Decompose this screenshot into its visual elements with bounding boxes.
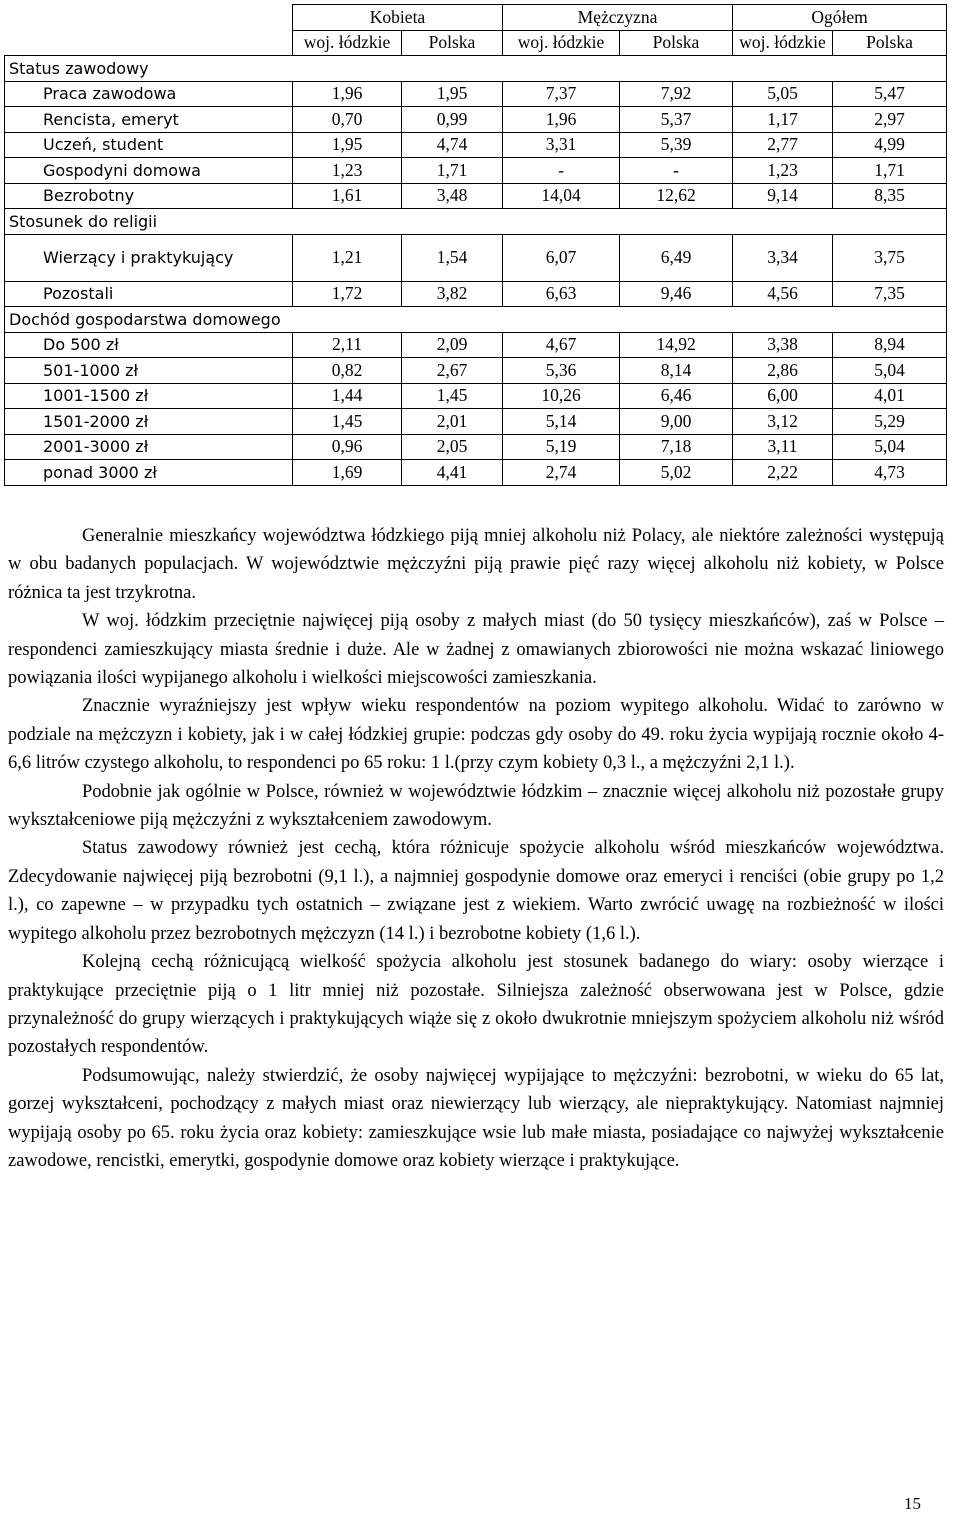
table-cell: 7,18 [620,434,733,460]
row-label: ponad 3000 zł [5,460,293,486]
table-cell: 0,82 [293,358,402,384]
table-cell: 10,26 [503,383,620,409]
table-cell: 5,47 [833,81,947,107]
table-cell: - [620,158,733,184]
table-cell: 3,31 [503,132,620,158]
section-title: Stosunek do religii [5,209,947,235]
table-cell: 2,97 [833,107,947,133]
table-cell: 3,12 [733,409,833,435]
row-label: Uczeń, student [5,132,293,158]
table-row [5,358,947,384]
body-text [8,522,944,1175]
table-cell: 1,17 [733,107,833,133]
header-row-groups [5,5,947,31]
table-cell: 2,01 [402,409,503,435]
table-row [5,383,947,409]
table-cell: 1,21 [293,234,402,281]
table-cell: 3,11 [733,434,833,460]
paragraph: Generalnie mieszkańcy województwa łódzkiego piją mniej alkoholu niż Polacy, ale niektóre zależności występują w obu badanych populacjach. W województwie mężczyźni piją prawie pięć razy więcej alkoholu niż kobiety, w Polsce różnica ta jest trzykrotna. [8,526,944,603]
table-cell: 5,39 [620,132,733,158]
region-header: woj. łódzkie [733,30,833,56]
table-cell: 1,71 [833,158,947,184]
table-cell: 0,96 [293,434,402,460]
row-label: Gospodyni domowa [5,158,293,184]
table-row [5,81,947,107]
table-cell: 2,09 [402,332,503,358]
table-cell: 4,01 [833,383,947,409]
row-label: Rencista, emeryt [5,107,293,133]
table-cell: 5,37 [620,107,733,133]
table-cell: 5,19 [503,434,620,460]
table-cell: 2,74 [503,460,620,486]
table-cell: 6,49 [620,234,733,281]
row-label: 1001-1500 zł [5,383,293,409]
table-cell: 1,71 [402,158,503,184]
table-cell: 5,05 [733,81,833,107]
table-row [5,460,947,486]
row-label: Bezrobotny [5,183,293,209]
region-header: woj. łódzkie [293,30,402,56]
table-cell: 4,41 [402,460,503,486]
group-header: Mężczyzna [503,5,733,31]
table-cell: 5,04 [833,434,947,460]
table-cell: 8,14 [620,358,733,384]
table-cell: 6,00 [733,383,833,409]
table-cell: 6,46 [620,383,733,409]
paragraph: Znacznie wyraźniejszy jest wpływ wieku respondentów na poziom wypitego alkoholu. Widać to zarówno w podziale na mężczyzn i kobiety, jak i w całej łódzkiej grupie: podczas gdy osoby do 49. roku życia wypijają rocznie około 4-6,6 litrów czystego alkoholu, to respondenci po 65 roku: 1 l.(przy czym kobiety 0,3 l., a mężczyźni 2,1 l.). [8,696,944,774]
table-cell: 9,46 [620,281,733,307]
section-row [5,56,947,82]
table-cell: 1,45 [293,409,402,435]
section-title: Dochód gospodarstwa domowego [5,307,947,333]
paragraph: Podsumowując, należy stwierdzić, że osoby najwięcej wypijające to mężczyźni: bezrobotni, w wieku do 65 lat, gorzej wykształceni, pochodzący z małych miast oraz niewierzący lub wierzący, ale niepraktykujący. Natomiast najmniej wypijają osoby po 65. roku życia oraz kobiety: zamieszkujące wsie lub małe miasta, posiadające co najwyżej wykształcenie zawodowe, rencistki, emerytki, gospodynie domowe oraz kobiety wierzące i praktykujące. [8,1065,944,1171]
section-row [5,307,947,333]
table-row [5,107,947,133]
table-cell: 2,22 [733,460,833,486]
paragraph: Kolejną cechą różnicującą wielkość spożycia alkoholu jest stosunek badanego do wiary: osoby wierzące i praktykujące przeciętnie piją o 1 litr mniej niż pozostałe. Silniejsza zależność obserwowana jest w Polsce, gdzie przynależność do grupy wierzących i praktykujących wiąże się z około dwukrotnie mniejszym spożyciem alkoholu niż wśród pozostałych respondentów. [8,952,944,1058]
table-cell: 5,14 [503,409,620,435]
table-cell: 2,77 [733,132,833,158]
table-cell: 0,99 [402,107,503,133]
table-cell: 3,82 [402,281,503,307]
table-row [5,332,947,358]
table-row [5,409,947,435]
group-header: Kobieta [293,5,503,31]
table-cell: 14,04 [503,183,620,209]
paragraph: Status zawodowy również jest cechą, która różnicuje spożycie alkoholu wśród mieszkańców województwa. Zdecydowanie najwięcej piją bezrobotni (9,1 l.), a najmniej gospodynie domowe oraz emeryci i renciści (obie grupy po 1,2 l.), co zapewne – w przypadku tych ostatnich – związane jest z wiekiem. Warto zwrócić uwagę na rozbieżność w ilości wypitego alkoholu przez bezrobotnych mężczyzn (14 l.) i bezrobotne kobiety (1,6 l.). [8,838,944,944]
row-label: 2001-3000 zł [5,434,293,460]
table-cell: 1,96 [503,107,620,133]
table-cell: 5,36 [503,358,620,384]
row-label: Do 500 zł [5,332,293,358]
table-cell: 3,75 [833,234,947,281]
table-row [5,183,947,209]
section-title: Status zawodowy [5,56,947,82]
row-label: Wierzący i praktykujący [5,234,293,281]
table-cell: 0,70 [293,107,402,133]
table-cell: 6,07 [503,234,620,281]
table-cell: 4,67 [503,332,620,358]
paragraph: W woj. łódzkim przeciętnie najwięcej piją osoby z małych miast (do 50 tysięcy mieszkańców), zaś w Polsce – respondenci zamieszkujący miasta średnie i duże. Ale w żadnej z omawianych zbiorowości nie można wskazać liniowego powiązania ilości wypijanego alkoholu i wielkości miejscowości zamieszkania. [8,611,944,689]
table-cell: 1,96 [293,81,402,107]
table-row [5,434,947,460]
table-cell: 1,61 [293,183,402,209]
row-label: Praca zawodowa [5,81,293,107]
row-label: Pozostali [5,281,293,307]
table-cell: 1,95 [293,132,402,158]
region-header: Polska [833,30,947,56]
region-header: woj. łódzkie [503,30,620,56]
table-cell: - [503,158,620,184]
row-label: 501-1000 zł [5,358,293,384]
table-cell: 1,45 [402,383,503,409]
table-row [5,158,947,184]
table-cell: 9,00 [620,409,733,435]
table-cell: 4,99 [833,132,947,158]
table-cell: 1,95 [402,81,503,107]
table-row [5,234,947,281]
region-header: Polska [402,30,503,56]
table-cell: 1,23 [733,158,833,184]
table-cell: 6,63 [503,281,620,307]
table-cell: 8,35 [833,183,947,209]
table-cell: 2,67 [402,358,503,384]
section-row [5,209,947,235]
table-cell: 2,05 [402,434,503,460]
table-cell: 2,11 [293,332,402,358]
table-cell: 1,69 [293,460,402,486]
table-cell: 5,29 [833,409,947,435]
table-cell: 12,62 [620,183,733,209]
table-cell: 1,23 [293,158,402,184]
table-cell: 3,34 [733,234,833,281]
table-cell: 14,92 [620,332,733,358]
table-cell: 9,14 [733,183,833,209]
table-cell: 1,44 [293,383,402,409]
table-cell: 1,72 [293,281,402,307]
table-cell: 3,38 [733,332,833,358]
header-corner [5,5,293,56]
table-cell: 8,94 [833,332,947,358]
table-cell: 4,73 [833,460,947,486]
table-cell: 7,37 [503,81,620,107]
page-number: 15 [904,1494,921,1513]
table-cell: 5,04 [833,358,947,384]
table-row [5,132,947,158]
table-cell: 2,86 [733,358,833,384]
group-header: Ogółem [733,5,947,31]
table-cell: 1,54 [402,234,503,281]
table-cell: 7,35 [833,281,947,307]
table-cell: 4,56 [733,281,833,307]
region-header: Polska [620,30,733,56]
table-cell: 5,02 [620,460,733,486]
table-cell: 3,48 [402,183,503,209]
table-cell: 4,74 [402,132,503,158]
table-row [5,281,947,307]
statistics-table [4,4,947,486]
table-cell: 7,92 [620,81,733,107]
row-label: 1501-2000 zł [5,409,293,435]
paragraph: Podobnie jak ogólnie w Polsce, również w województwie łódzkim – znacznie więcej alkoholu niż pozostałe grupy wykształceniowe piją mężczyźni z wykształceniem zawodowym. [8,781,944,831]
